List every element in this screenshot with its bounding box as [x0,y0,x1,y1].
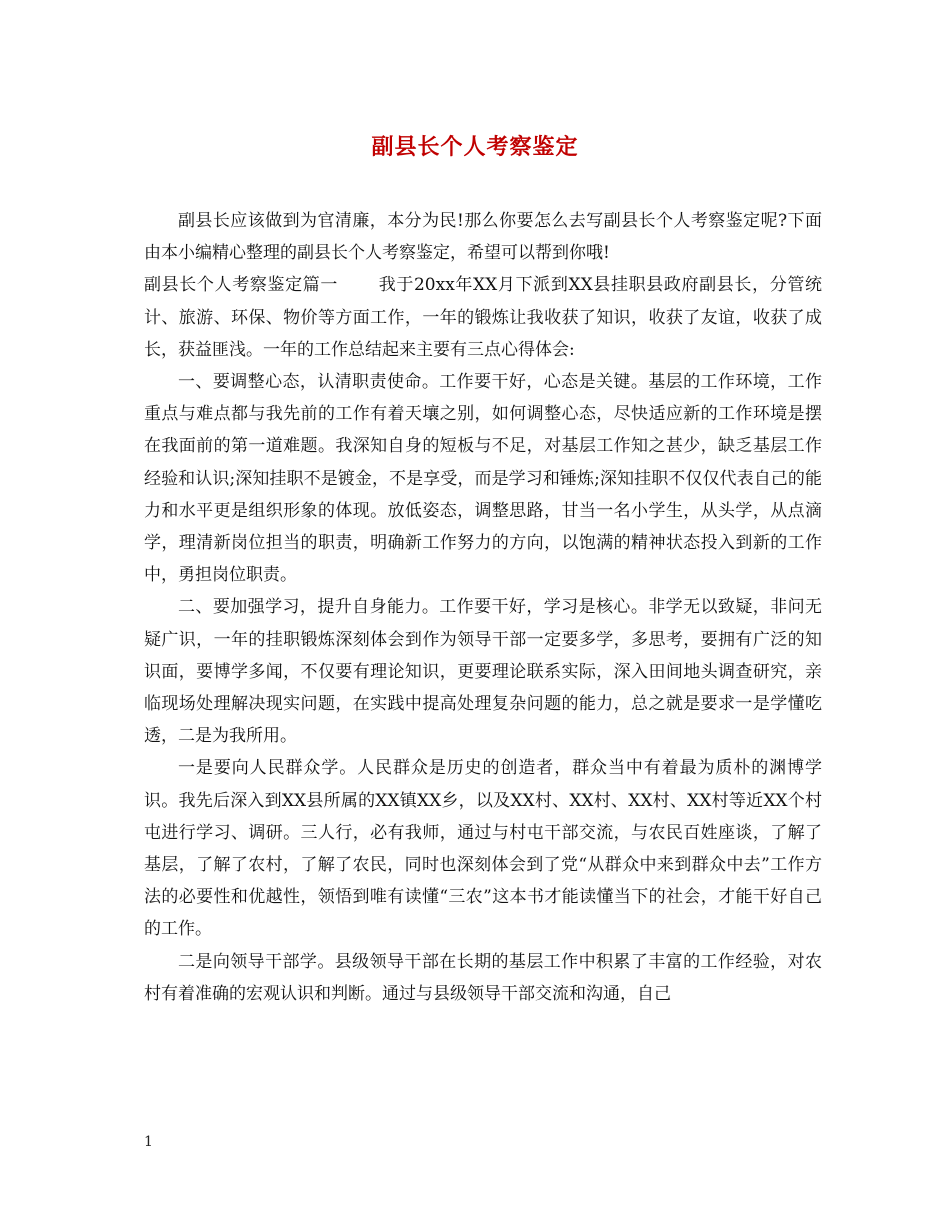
page-number: 1 [144,1134,153,1150]
paragraph-point-one: 一、要调整心态，认清职责使命。工作要干好，心态是关键。基层的工作环境，工作重点与难点都与我先前的工作有着天壤之别，如何调整心态，尽快适应新的工作环境是摆在我面前的第一道难题。我深知自身的短板与不足，对基层工作知之甚少，缺乏基层工作经验和认识;深知挂职不是镀金，不是享受，而是学习和锤炼;深知挂职不仅仅代表自己的能力和水平更是组织形象的体现。放低姿态，调整思路，甘当一名小学生，从头学，从点滴学，理清新岗位担当的职责，明确新工作努力的方向，以饱满的精神状态投入到新的工作中，勇担岗位职责。 [144,372,822,586]
paragraph-learn-from-leaders: 二是向领导干部学。县级领导干部在长期的基层工作中积累了丰富的工作经验，对农村有着准确的宏观认识和判断。通过与县级领导干部交流和沟通，自己 [144,951,822,1004]
paragraph-section-one [144,269,822,366]
paragraph-intro: 副县长应该做到为官清廉，本分为民!那么你要怎么去写副县长个人考察鉴定呢?下面由本小编精心整理的副县长个人考察鉴定，希望可以帮到你哦! [144,211,822,264]
paragraph-learn-from-people: 一是要向人民群众学。人民群众是历史的创造者，群众当中有着最为质朴的渊博学识。我先后深入到XX县所属的XX镇XX乡，以及XX村、XX村、XX村、XX村等近XX个村屯进行学习、调研。三人行，必有我师，通过与村屯干部交流，与农民百姓座谈，了解了基层，了解了农村，了解了农民，同时也深刻体会到了党“从群众中来到群众中去”工作方法的必要性和优越性，领悟到唯有读懂“三农”这本书才能读懂当下的社会，才能干好自己的工作。 [144,758,822,940]
document-title: 副县长个人考察鉴定 [371,134,579,160]
document-body [144,205,822,1010]
section-heading: 副县长个人考察鉴定篇一 [144,275,339,296]
paragraph-point-two: 二、要加强学习，提升自身能力。工作要干好，学习是核心。非学无以致疑，非问无疑广识，一年的挂职锻炼深刻体会到作为领导干部一定要多学，多思考，要拥有广泛的知识面，要博学多闻，不仅要有理论知识，更要理论联系实际，深入田间地头调查研究，亲临现场处理解决现实问题，在实践中提高处理复杂问题的能力，总之就是要求一是学懂吃透，二是为我所用。 [144,597,822,747]
section-text: 我于20xx年XX月下派到XX县挂职县政府副县长，分管统计、旅游、环保、物价等方面工作，一年的锻炼让我收获了知识，收获了友谊，收获了成长，获益匪浅。一年的工作总结起来主要有三点心得体会: [144,275,822,360]
